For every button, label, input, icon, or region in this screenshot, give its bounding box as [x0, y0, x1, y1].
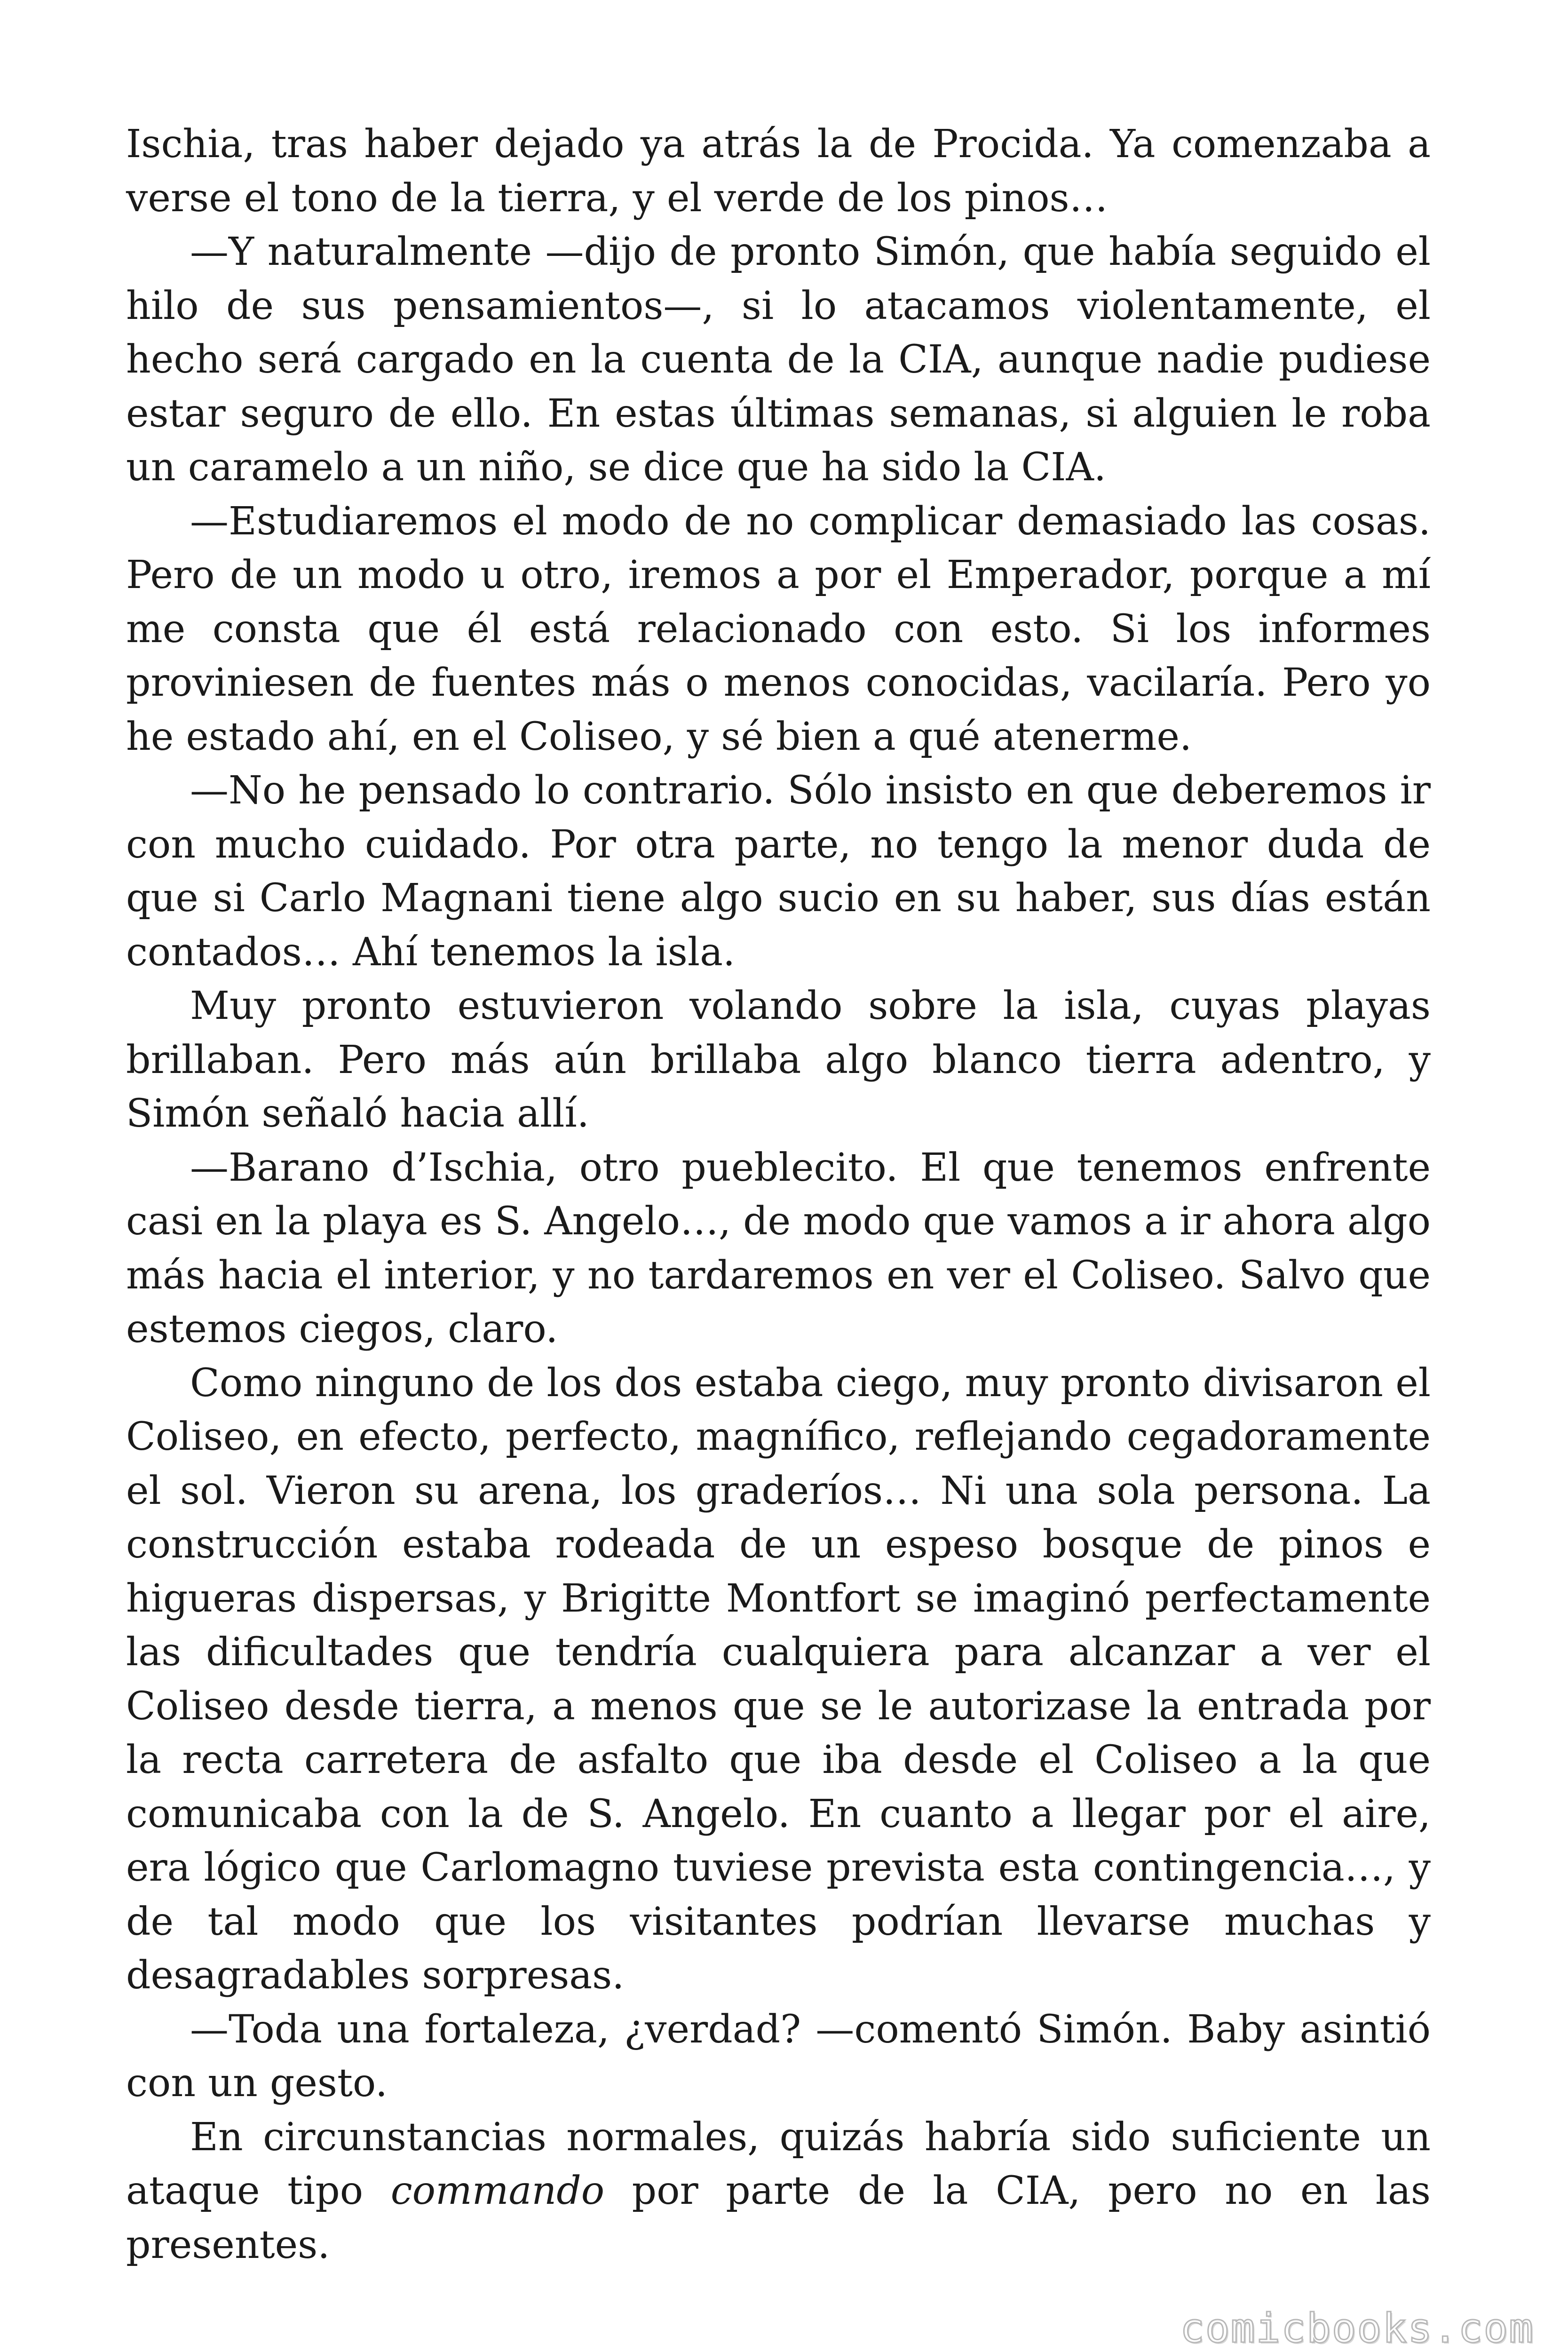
paragraph [126, 979, 1431, 1141]
italic-text: commando [390, 2169, 605, 2213]
paragraph [126, 495, 1431, 764]
text-run: —No he pensado lo contrario. Sólo insisto en que deberemos ir con mucho cuidado. Por otra parte, no tengo la menor duda de que si Carlo Magnani tiene algo sucio en su haber, sus días están contados… Ahí tenemos la isla. [126, 768, 1431, 975]
paragraph [126, 225, 1431, 495]
paragraph [126, 2003, 1431, 2111]
text-run: —Estudiaremos el modo de no complicar demasiado las cosas. Pero de un modo u otro, iremos a por el Emperador, porque a mí me consta que él está relacionado con esto. Si los informes proviniesen de fuentes más o menos conocidas, vacilaría. Pero yo he estado ahí, en el Coliseo, y sé bien a qué atenerme. [126, 499, 1431, 759]
text-run: —Toda una fortaleza, ¿verdad? —comentó Simón. Baby asintió con un gesto. [126, 2007, 1431, 2106]
paragraph [126, 764, 1431, 979]
text-run: En circunstancias normales, quizás habría sido suficiente un ataque tipo [126, 2114, 1431, 2213]
text-run: por parte de la CIA, pero no en las presentes. [126, 2169, 1431, 2267]
text-run: Como ninguno de los dos estaba ciego, muy pronto divisaron el Coliseo, en efecto, perfecto, magnífico, reflejando cegadoramente el sol. Vieron su arena, los graderíos… Ni una sola persona. La construcción estaba rodeada de un espeso bosque de pinos e higueras dispersas, y Brigitte Montfort se imaginó perfectamente las dificultades que tendría cualquiera para alcanzar a ver el Coliseo desde tierra, a menos que se le autorizase la entrada por la recta carretera de asfalto que iba desde el Coliseo a la que comunicaba con la de S. Angelo. En cuanto a llegar por el aire, era lógico que Carlomagno tuviese prevista esta contingencia…, y de tal modo que los visitantes podrían llevarse muchas y desagradables sorpresas. [126, 1360, 1431, 1998]
text-run: Muy pronto estuvieron volando sobre la isla, cuyas playas brillaban. Pero más aún brillaba algo blanco tierra adentro, y Simón señaló hacia allí. [126, 984, 1431, 1136]
text-run: —Barano d’Ischia, otro pueblecito. El que tenemos enfrente casi en la playa es S. Angelo…, de modo que vamos a ir ahora algo más hacia el interior, y no tardaremos en ver el Coliseo. Salvo que estemos ciegos, claro. [126, 1145, 1431, 1351]
watermark: comicbooks.com [1180, 2305, 1534, 2352]
text-run: —Y naturalmente —dijo de pronto Simón, que había seguido el hilo de sus pensamientos—, si lo atacamos violentamente, el hecho será cargado en la cuenta de la CIA, aunque nadie pudiese estar seguro de ello. En estas últimas semanas, si alguien le roba un caramelo a un niño, se dice que ha sido la CIA. [126, 230, 1431, 490]
body-text [126, 118, 1431, 2272]
paragraph [126, 1357, 1431, 2003]
text-run: Ischia, tras haber dejado ya atrás la de Procida. Ya comenzaba a verse el tono de la tierra, y el verde de los pinos… [126, 122, 1431, 221]
paragraph [126, 2111, 1431, 2273]
paragraph [126, 118, 1431, 225]
paragraph [126, 1141, 1431, 1357]
